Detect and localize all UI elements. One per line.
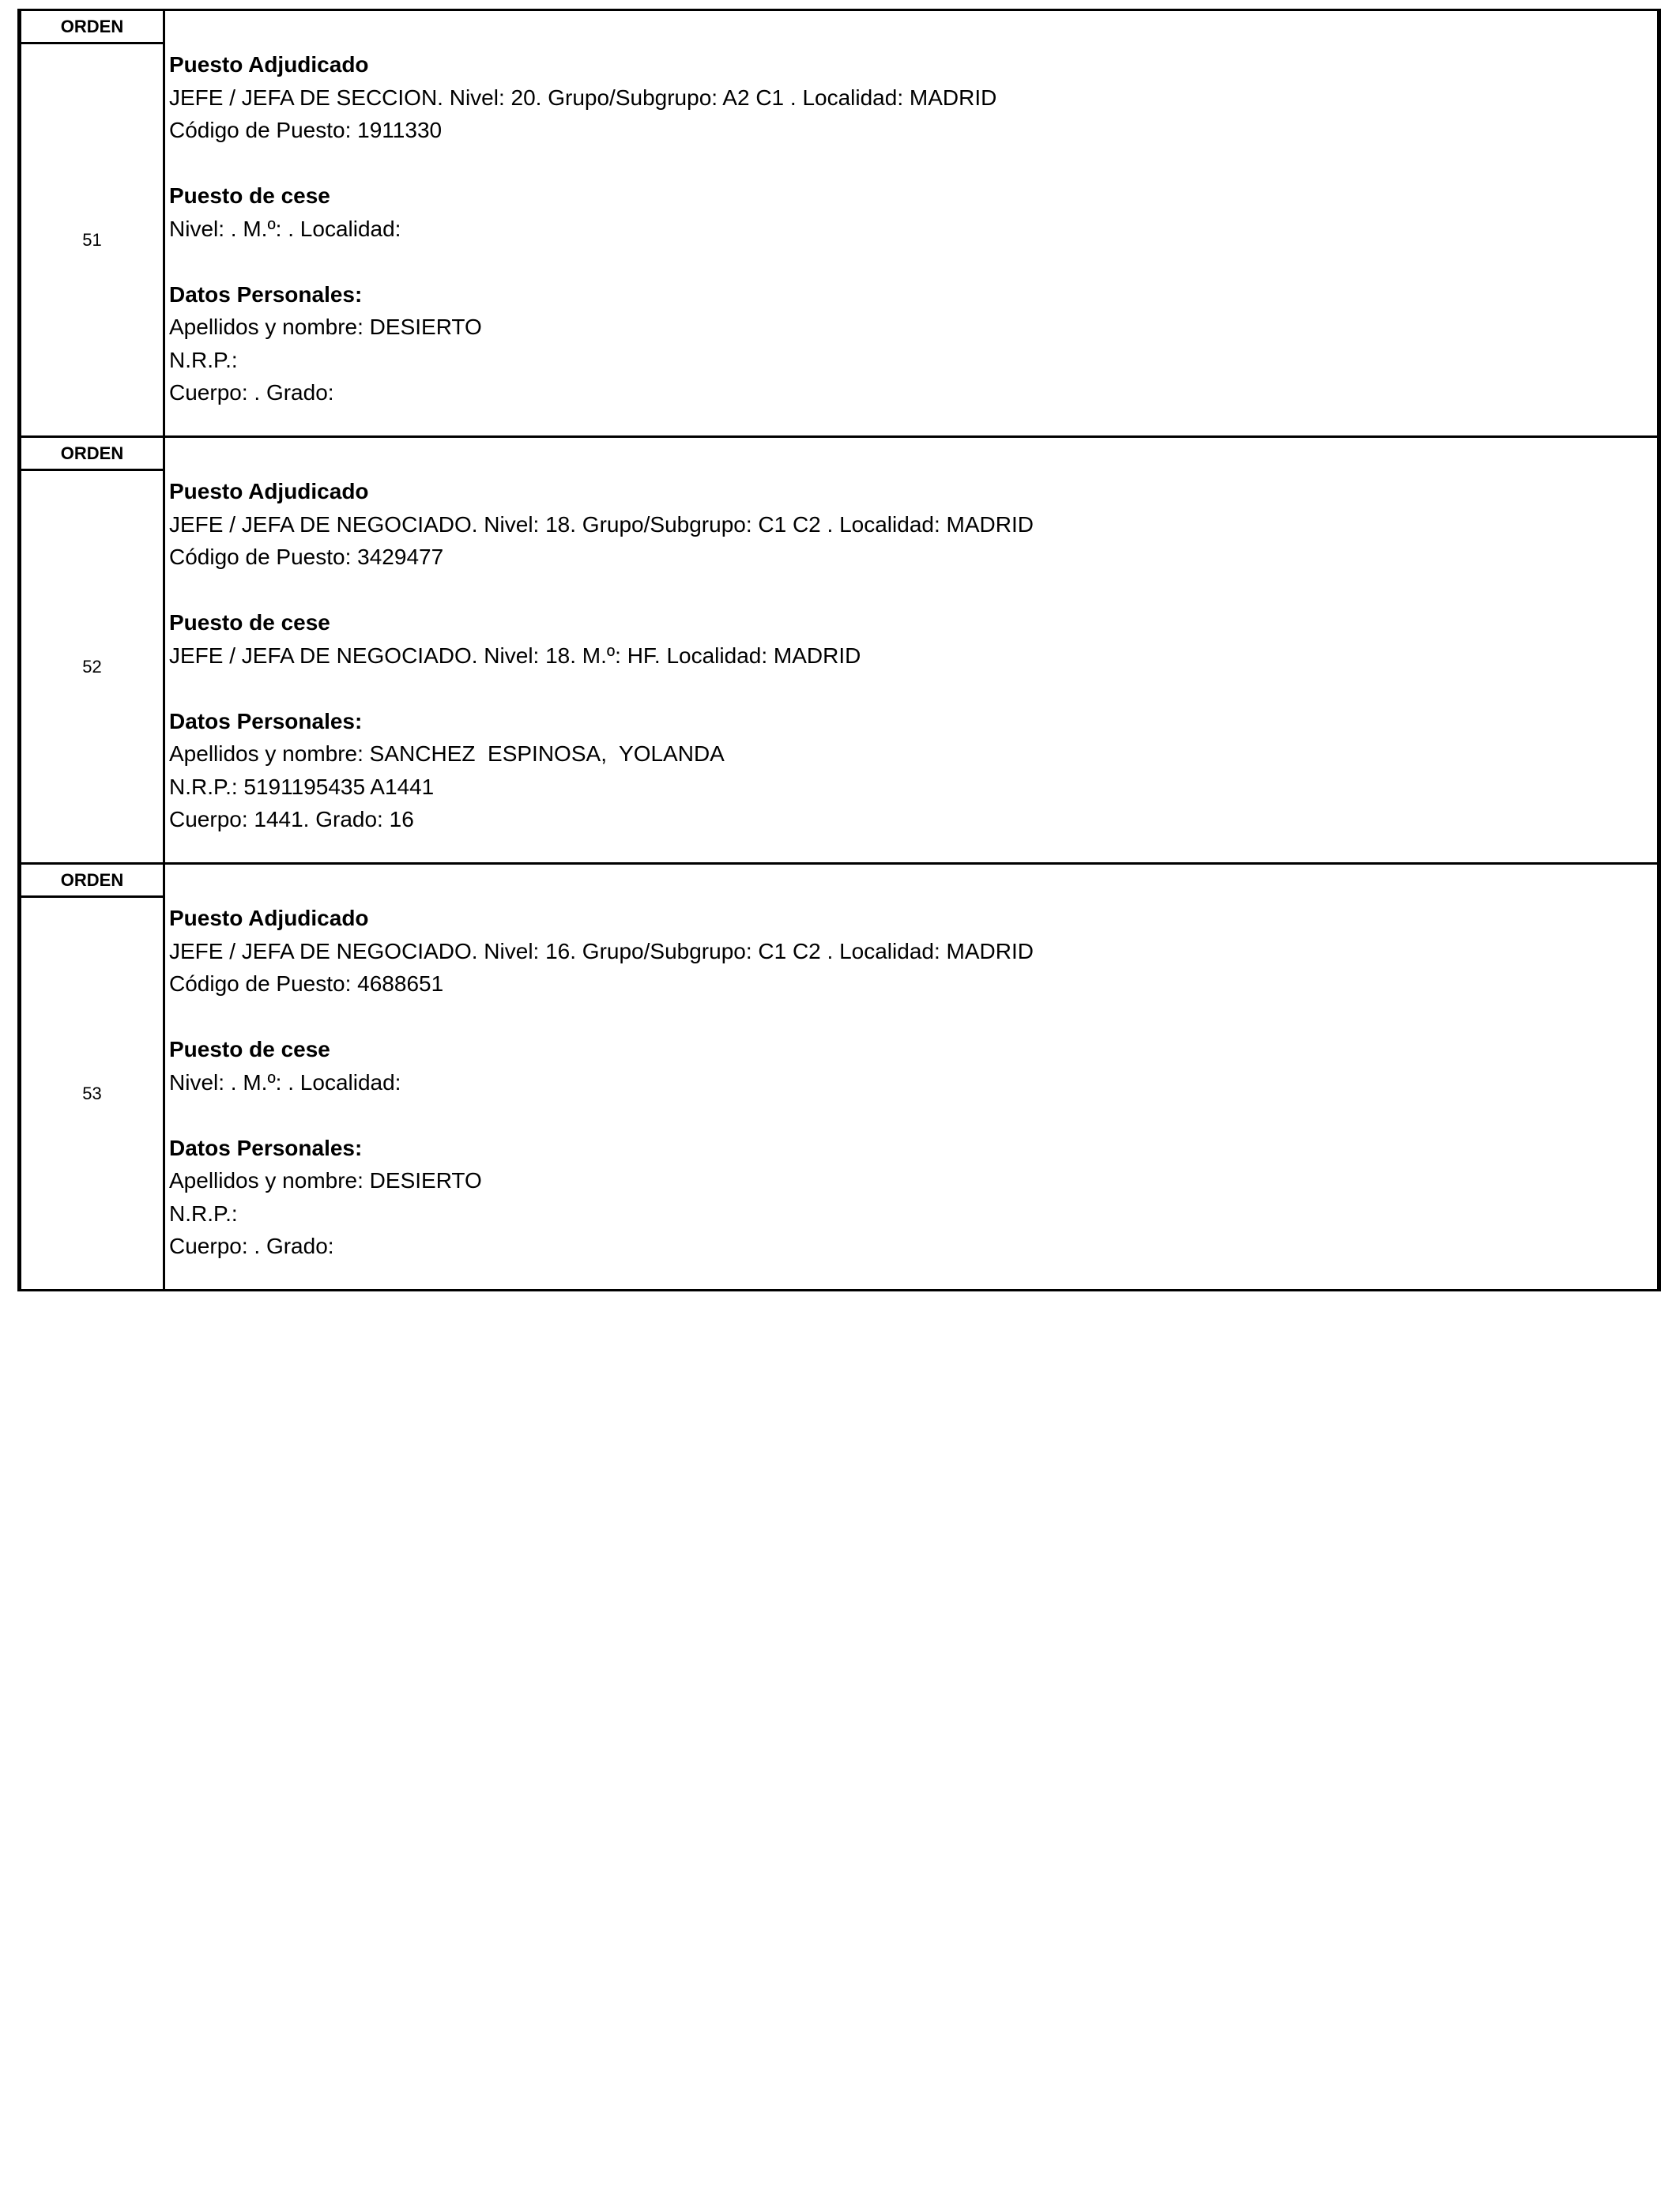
puesto-adjudicado-line: JEFE / JEFA DE NEGOCIADO. Nivel: 16. Grupo/Subgrupo: C1 C2 . Localidad: MADRID [169,938,1034,963]
cuerpo-grado: Cuerpo: . Grado: [169,1234,334,1258]
orden-number [21,44,163,435]
cuerpo-grado: Cuerpo: . Grado: [169,380,334,405]
orden-number-text: 51 [82,229,102,250]
details-column [169,865,1657,1289]
apellidos-nombre: Apellidos y nombre: DESIERTO [169,315,482,339]
orden-header: ORDEN [21,438,163,471]
datos-personales-heading: Datos Personales: [169,1135,363,1160]
puesto-adjudicado-heading: Puesto Adjudicado [169,52,369,77]
orden-header: ORDEN [21,11,163,44]
orden-number [21,898,163,1289]
puesto-cese-line: JEFE / JEFA DE NEGOCIADO. Nivel: 18. M.º: HF. Localidad: MADRID [169,643,861,668]
entry-row [17,9,1661,435]
entries-table [17,9,1661,1291]
codigo-puesto: Código de Puesto: 3429477 [169,545,444,569]
puesto-adjudicado-line: JEFE / JEFA DE NEGOCIADO. Nivel: 18. Grupo/Subgrupo: C1 C2 . Localidad: MADRID [169,511,1034,537]
puesto-cese-line: Nivel: . M.º: . Localidad: [169,1069,401,1095]
codigo-puesto: Código de Puesto: 1911330 [169,118,443,142]
cuerpo-grado: Cuerpo: 1441. Grado: 16 [169,807,414,831]
nrp: N.R.P.: [169,347,238,372]
details-column [169,438,1657,862]
orden-number-text: 52 [82,656,102,677]
details-column [169,11,1657,435]
puesto-adjudicado-line: JEFE / JEFA DE SECCION. Nivel: 20. Grupo/Subgrupo: A2 C1 . Localidad: MADRID [169,85,997,110]
puesto-cese-heading: Puesto de cese [169,183,330,208]
puesto-cese-heading: Puesto de cese [169,610,330,635]
orden-number-text: 53 [82,1083,102,1103]
nrp: N.R.P.: [169,1201,238,1226]
entry-row [17,435,1661,862]
orden-header: ORDEN [21,865,163,898]
codigo-puesto: Código de Puesto: 4688651 [169,971,444,996]
apellidos-nombre: Apellidos y nombre: SANCHEZ ESPINOSA, YOLANDA [169,741,725,766]
apellidos-nombre: Apellidos y nombre: DESIERTO [169,1168,482,1193]
puesto-adjudicado-heading: Puesto Adjudicado [169,906,369,930]
orden-column [21,865,165,1289]
orden-column [21,11,165,435]
puesto-adjudicado-heading: Puesto Adjudicado [169,479,369,503]
orden-number [21,471,163,862]
datos-personales-heading: Datos Personales: [169,281,363,307]
puesto-cese-heading: Puesto de cese [169,1037,330,1061]
orden-column [21,438,165,862]
entry-row [17,862,1661,1291]
puesto-cese-line: Nivel: . M.º: . Localidad: [169,216,401,241]
nrp: N.R.P.: 5191195435 A1441 [169,774,435,799]
datos-personales-heading: Datos Personales: [169,708,363,733]
